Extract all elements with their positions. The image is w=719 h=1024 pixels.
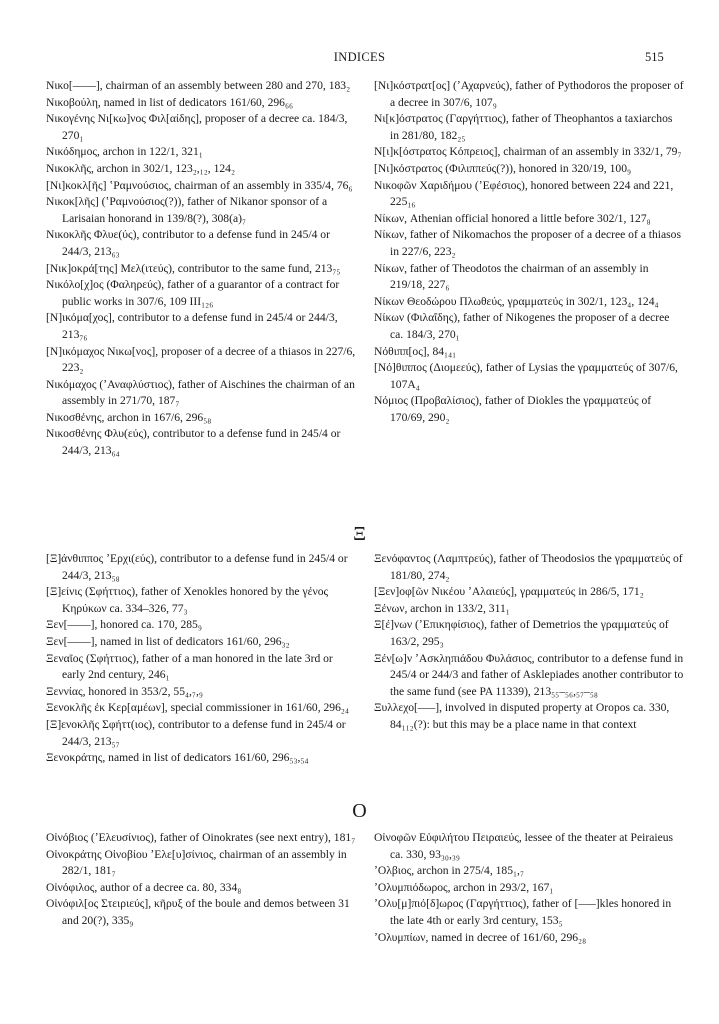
index-entry: [Ν]ικόμα[χος], contributor to a defense fund in 245/4 or 244/3, 213₇₆ <box>46 311 338 341</box>
index-entry: Νίκων (Φιλαΐδης), father of Nikogenes the proposer of a decree ca. 184/3, 270₁ <box>374 311 670 341</box>
index-entry: Νικόδημος, archon in 122/1, 321₁ <box>46 145 203 159</box>
index-entry: Νικο[––––], chairman of an assembly between 280 and 270, 183₂ <box>46 79 351 92</box>
index-entry: [Νι]κοκλ[ῆς] ʽΡαμνούσιος, chairman of an assembly in 335/4, 76₆ <box>46 178 353 192</box>
index-entry: [Ξ]είνις (Σφήττιος), father of Xenokles honored by the γένος Κηρύκων ca. 334–326, 77₃ <box>46 585 329 615</box>
index-entry: Ν[ι]κ[όστρατος Κόπρειος], chairman of an assembly in 332/1, 79₇ <box>374 145 682 159</box>
section-letter-o: Ο <box>352 800 367 822</box>
index-entry: Νίκων, Athenian official honored a little before 302/1, 127₈ <box>374 211 651 225</box>
index-entry: Νικόλο[χ]ος (Φαληρεύς), father of a guarantor of a contract for public works in 307/6, 109 III₁₂₆ <box>46 278 340 308</box>
index-entry: Νικογένης Νι[κω]νος Φιλ[αίδης], proposer of a decree ca. 184/3, 270₁ <box>46 112 348 142</box>
index-entry: Οἰνόφιλος, author of a decree ca. 80, 334₈ <box>46 880 242 894</box>
left-column <box>46 78 356 460</box>
index-entry: [Νικ]οκρά[της] Μελ(ιτεύς), contributor to the same fund, 213₇₅ <box>46 261 341 275</box>
index-entry: [Ν]ικόμαχος Νικω[νος], proposer of a decree of a thiasos in 227/6, 223₂ <box>46 344 356 375</box>
index-entry: Νικοκ[λῆς] (ʽΡαμνούσιος(?)), father of Nikanor sponsor of a Larisaian honorand in 139/8(?), 308(a)₇ <box>46 195 328 225</box>
index-entry: Ξεννίας, honored in 353/2, 55₄,₇,₉ <box>46 684 203 698</box>
index-entry: Νίκων, father of Nikomachos the proposer of a decree of a thiasos in 227/6, 223₂ <box>374 228 681 258</box>
index-entry: Ξυλλεχο[–––], involved in disputed property at Oropos ca. 330, 84₁₁₂(?): but this may be a place name in that context <box>374 701 670 731</box>
index-entry: Ξεν[––––], named in list of dedicators 161/60, 296₃₂ <box>46 634 290 648</box>
index-entry: Νικοφῶν Χαριδήμου (ʼΕφέσιος), honored between 224 and 221, 225₁₆ <box>374 178 674 209</box>
index-entry: Νόμιος (Προβαλίσιος), father of Diokles the γραμματεύς of 170/69, 290₂ <box>374 394 652 424</box>
index-entry: Ξένων, archon in 133/2, 311₁ <box>374 601 510 615</box>
index-entry: Ξέν[ω]ν ʼΑσκληπιάδου Φυλάσιος, contributor to a defense fund in 245/4 or 244/3 and father of Asklepiades another contributor to the same fund (see PA 11339), 213₅₅–₅₆,₅₇–₅₈ <box>374 651 684 698</box>
index-entry: Νι[κ]όστρατος (Γαργήττιος), father of Theophantos a taxiarchos in 281/80, 182₂₅ <box>374 112 673 142</box>
index-entry: Νικόμαχος (ʼΑναφλύστιος), father of Aischines the chairman of an assembly in 271/70, 187₇ <box>46 377 355 408</box>
index-entry: Νικοκλῆς, archon in 302/1, 123₂,₁₂, 124₂ <box>46 161 235 175</box>
index-entry: [Νι]κόστρατ[ος] (ʼΑχαρνεύς), father of Pythodoros the proposer of a decree in 307/6, 107₉ <box>374 79 684 109</box>
index-entry: ʼΟλβιος, archon in 275/4, 185₁,₇ <box>374 864 524 878</box>
index-entry: Ξ[έ]νων (ʼΕπικηφίσιος), father of Demetrios the γραμματεύς of 163/2, 295₃ <box>374 618 669 648</box>
index-entry: Νίκων, father of Theodotos the chairman of an assembly in 219/18, 227₆ <box>374 261 649 292</box>
right-column <box>374 551 684 734</box>
index-entry: [Ξ]άνθιππος ʼΕρχι(εύς), contributor to a defense fund in 245/4 or 244/3, 213₅₈ <box>46 552 348 582</box>
index-entry: Νικοσθένης, archon in 167/6, 296₅₈ <box>46 410 212 424</box>
left-column <box>46 551 356 767</box>
page-number: 515 <box>645 50 664 64</box>
index-entry: [Νό]θιππος (Διομεεύς), father of Lysias the γραμματεύς of 307/6, 107A₄ <box>374 361 678 391</box>
left-column <box>46 830 356 930</box>
index-entry: Νικοκλῆς Φλυε(ύς), contributor to a defense fund in 245/4 or 244/3, 213₆₃ <box>46 228 330 258</box>
index-entry: Νόθιππ[ος], 84₁₄₁ <box>374 344 457 358</box>
index-entry: ʼΟλυμπίων, named in decree of 161/60, 296₂₈ <box>374 930 587 944</box>
section-letter-xi: Ξ <box>353 523 366 545</box>
index-entry: ʼΟλυμπιόδωρος, archon in 293/2, 167₁ <box>374 880 554 894</box>
index-entry: Νίκων Θεοδώρου Πλωθεύς, γραμματεύς in 302/1, 123₄, 124₄ <box>374 294 659 308</box>
index-entry: Οἰνοκράτης Οἰνοβίου ʼΕλε[υ]σίνιος, chairman of an assembly in 282/1, 181₇ <box>46 847 347 878</box>
index-entry: Οἰνόβιος (ʼΕλευσίνιος), father of Oinokrates (see next entry), 181₇ <box>46 831 356 844</box>
index-entry: Νικοσθένης Φλυ(εύς), contributor to a defense fund in 245/4 or 244/3, 213₆₄ <box>46 427 341 458</box>
index-entry: Νικοβούλη, named in list of dedicators 161/60, 296₆₆ <box>46 95 294 109</box>
index-entry: [Ξεν]οφ[ῶν Νικέου ʼΑλαιεύς], γραμματεύς in 286/5, 171₂ <box>374 585 644 599</box>
index-entry: Οἰνόφιλ[ος Στειριεύς], κῆρυξ of the boule and demos between 31 and 20(?), 335₉ <box>46 897 350 927</box>
index-entry: Ξενοκράτης, named in list of dedicators 161/60, 296₅₃,₅₄ <box>46 751 309 765</box>
index-entry: ʼΟλυ[μ]πιό[δ]ωρος (Γαργήττιος), father of [–––]kles honored in the late 4th or early 3rd century, 153₅ <box>374 897 672 927</box>
right-column <box>374 78 684 426</box>
running-title: INDICES <box>333 50 386 64</box>
index-entry: Ξενοκλῆς ἐκ Κερ[αμέων], special commissioner in 161/60, 296₂₄ <box>46 701 349 715</box>
index-entry: Ξενόφαντος (Λαμπτρεύς), father of Theodosios the γραμματεύς of 181/80, 274₂ <box>374 552 683 582</box>
index-entry: Οἰνοφῶν Εὐφιλήτου Πειραιεύς, lessee of the theater at Peiraieus ca. 330, 93₃₀,₃₉ <box>374 831 674 861</box>
index-entry: Ξεν[––––], honored ca. 170, 285₉ <box>46 618 202 632</box>
right-column <box>374 830 684 946</box>
index-entry: [Ξ]ενοκλῆς Σφήττ(ιος), contributor to a defense fund in 245/4 or 244/3, 213₅₇ <box>46 717 346 748</box>
index-entry: Ξεναῖος (Σφήττιος), father of a man honored in the late 3rd or early 2nd century, 246₁ <box>46 651 333 682</box>
index-entry: [Νι]κόστρατος (Φιλιππεύς(?)), honored in 320/19, 100₉ <box>374 161 632 175</box>
